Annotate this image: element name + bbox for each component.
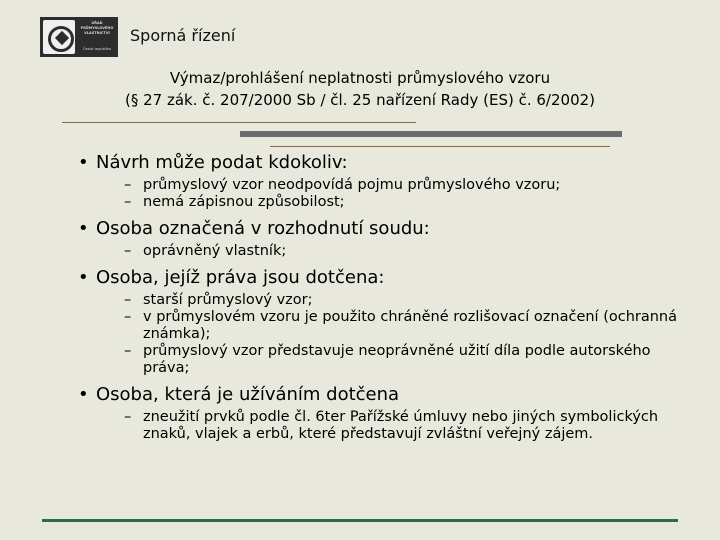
bullet-icon: • bbox=[78, 218, 89, 239]
sub-item bbox=[124, 409, 688, 443]
dash-icon: – bbox=[124, 309, 132, 325]
sub-list bbox=[124, 177, 688, 211]
upv-logo bbox=[40, 17, 118, 57]
sub-item bbox=[124, 292, 688, 309]
dash-icon: – bbox=[124, 194, 132, 210]
bullet-item bbox=[78, 384, 688, 406]
sub-list bbox=[124, 292, 688, 377]
footer-divider bbox=[42, 519, 678, 522]
dash-icon: – bbox=[124, 409, 132, 425]
bullet-icon: • bbox=[78, 384, 89, 405]
bullet-item bbox=[78, 152, 688, 174]
dash-icon: – bbox=[124, 292, 132, 308]
sub-text: zneužití prvků podle čl. 6ter Pařížské úmluvy nebo jiných symbolických znaků, vlajek a erbů, které představují zvláštní veřejný zájem. bbox=[143, 409, 659, 442]
sub-text: v průmyslovém vzoru je použito chráněné rozlišovací označení (ochranná známka); bbox=[143, 309, 678, 342]
dash-icon: – bbox=[124, 177, 132, 193]
divider-thick bbox=[240, 131, 622, 137]
sub-text: průmyslový vzor představuje neoprávněné užití díla podle autorského práva; bbox=[143, 343, 651, 376]
subtitle-line-2: (§ 27 zák. č. 207/2000 Sb / čl. 25 nařízení Rady (ES) č. 6/2002) bbox=[124, 91, 596, 109]
bullet-text: Osoba, jejíž práva jsou dotčena: bbox=[96, 267, 385, 288]
bullet-icon: • bbox=[78, 152, 89, 173]
sub-item bbox=[124, 309, 688, 343]
sub-text: průmyslový vzor neodpovídá pojmu průmyslového vzoru; bbox=[143, 177, 561, 193]
divider-thin-top bbox=[62, 122, 416, 123]
bullet-item bbox=[78, 218, 688, 240]
bullet-text: Osoba, která je užíváním dotčena bbox=[96, 384, 400, 405]
sub-item bbox=[124, 343, 688, 377]
sub-text: nemá zápisnou způsobilost; bbox=[143, 194, 345, 210]
slide-header-title: Sporná řízení bbox=[130, 26, 236, 45]
bullet-text: Návrh může podat kdokoliv: bbox=[96, 152, 348, 173]
sub-item bbox=[124, 194, 688, 211]
sub-item bbox=[124, 243, 688, 260]
sub-list bbox=[124, 243, 688, 260]
logo-text: ÚŘAD PRŮMYSLOVÉHO VLASTNICTVÍ bbox=[80, 21, 114, 35]
bullet-icon: • bbox=[78, 267, 89, 288]
bullet-item bbox=[78, 267, 688, 289]
sub-list bbox=[124, 409, 688, 443]
bullet-list bbox=[78, 152, 688, 443]
sub-text: oprávněný vlastník; bbox=[143, 243, 287, 259]
divider-thin-bottom bbox=[270, 146, 610, 147]
subtitle-line-1: Výmaz/prohlášení neplatnosti průmyslového vzoru bbox=[169, 69, 551, 87]
sub-item bbox=[124, 177, 688, 194]
logo-subtext: Česká republika bbox=[83, 47, 111, 51]
logo-emblem-icon bbox=[43, 20, 75, 54]
dash-icon: – bbox=[124, 243, 132, 259]
bullet-text: Osoba označená v rozhodnutí soudu: bbox=[96, 218, 430, 239]
sub-text: starší průmyslový vzor; bbox=[143, 292, 313, 308]
dash-icon: – bbox=[124, 343, 132, 359]
slide-subtitle bbox=[40, 67, 680, 111]
